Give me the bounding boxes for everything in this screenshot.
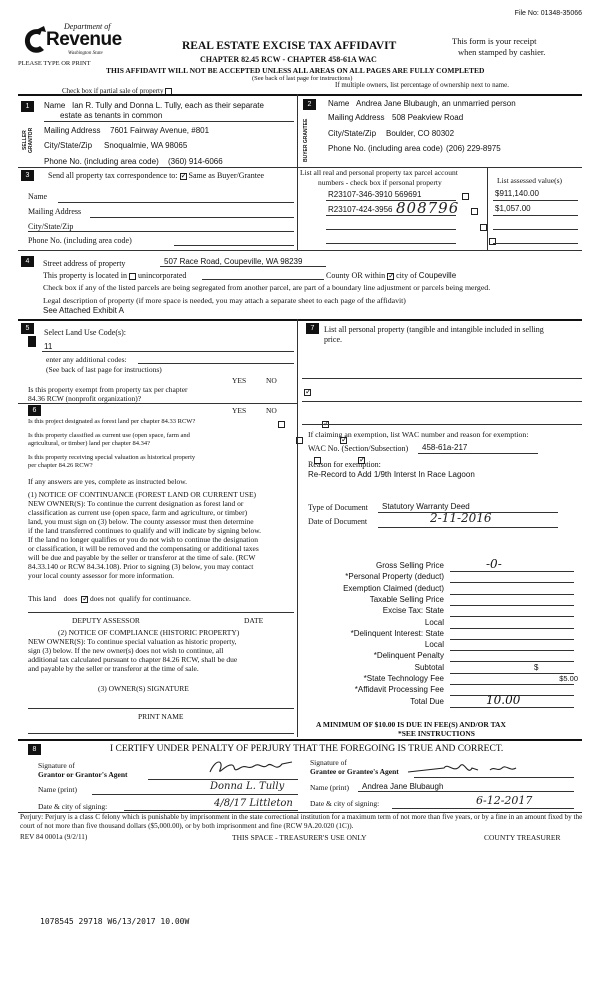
owner-signature-label: (3) OWNER(S) SIGNATURE bbox=[98, 684, 189, 693]
send-correspondence bbox=[48, 171, 264, 180]
fee-label: Local bbox=[424, 617, 444, 627]
buyer-mailing-label: Mailing Address bbox=[328, 113, 385, 122]
notice2-line: (2) NOTICE OF COMPLIANCE (HISTORIC PROPERTY) bbox=[58, 628, 240, 637]
doc-type-value[interactable]: Statutory Warranty Deed bbox=[382, 502, 470, 511]
notice2-line: sign (3) below. If the new owner(s) does not wish to continue, all bbox=[28, 646, 224, 655]
notice1-line: classification as current use (open space, farm and agriculture, or timber) bbox=[28, 508, 248, 517]
fee-label: *Personal Property (deduct) bbox=[345, 572, 444, 582]
personal-property-1: List all personal property (tangible and intangible included in selling bbox=[324, 325, 544, 334]
line bbox=[28, 733, 294, 734]
fee-row bbox=[300, 572, 582, 583]
fee-value[interactable]: -0- bbox=[486, 557, 502, 571]
assessed-1[interactable]: $911,140.00 bbox=[495, 189, 539, 198]
grantee-signature[interactable] bbox=[404, 758, 524, 778]
fee-line bbox=[450, 707, 574, 708]
buyer-name-label: Name bbox=[328, 99, 350, 108]
fee-label: Total Due bbox=[410, 696, 444, 706]
seller-name-label: Name bbox=[44, 101, 66, 110]
section-1-badge: 1 bbox=[21, 101, 34, 112]
divider bbox=[18, 403, 297, 404]
notice2-line: additional tax calculated pursuant to chapter 84.26 RCW, shall be due bbox=[28, 655, 238, 664]
if-yes: If any answers are yes, complete as instructed below. bbox=[28, 477, 188, 486]
line bbox=[392, 808, 574, 809]
divider bbox=[297, 319, 298, 737]
notice-compliance bbox=[28, 628, 296, 673]
receipt-note-2: when stamped by cashier. bbox=[458, 47, 546, 57]
line bbox=[202, 279, 324, 280]
does-not-checkbox[interactable] bbox=[81, 596, 88, 603]
current-use-yes-checkbox[interactable] bbox=[296, 437, 303, 444]
line bbox=[90, 217, 294, 218]
legal-label: Legal description of property (if more space is needed, you may attach a separate sheet to each page of the affidavit) bbox=[43, 296, 406, 305]
parcel-2-handwritten: 808796 bbox=[396, 199, 460, 217]
exempt-q-2: 84.36 RCW (nonprofit organization)? bbox=[28, 394, 142, 403]
section-4-badge: 4 bbox=[21, 256, 34, 267]
city-checkbox[interactable] bbox=[387, 273, 394, 280]
line bbox=[138, 363, 294, 364]
line bbox=[302, 401, 582, 402]
logo-line2: Revenue bbox=[46, 29, 122, 50]
fee-row bbox=[300, 557, 582, 572]
grantor-sig-of: Signature of bbox=[38, 761, 75, 770]
line bbox=[160, 266, 326, 267]
line bbox=[418, 453, 538, 454]
buyer-side-label: BUYER GRANTEE bbox=[303, 118, 309, 162]
s5-no: NO bbox=[266, 376, 277, 385]
fee-row bbox=[300, 640, 582, 651]
wac-value[interactable]: 458-61a-217 bbox=[422, 443, 468, 452]
this-land-label: This land bbox=[28, 594, 57, 603]
grantee-date[interactable]: 6-12-2017 bbox=[476, 794, 533, 807]
line bbox=[358, 791, 574, 792]
line bbox=[92, 794, 298, 795]
line bbox=[326, 215, 456, 216]
located-line bbox=[43, 271, 186, 280]
forest-yes-checkbox[interactable] bbox=[278, 421, 285, 428]
parcel-1-personal-checkbox[interactable] bbox=[462, 193, 469, 200]
notice1-line: your local county assessor for more information. bbox=[28, 571, 175, 580]
grantor-date-label: Date & city of signing: bbox=[38, 802, 108, 811]
exempt-no-checkbox[interactable] bbox=[304, 389, 311, 396]
seller-name-2[interactable]: estate as tenants in common bbox=[60, 111, 163, 120]
see-back: (See back of last page for instructions) bbox=[46, 365, 162, 374]
line bbox=[326, 229, 456, 230]
s5-yes: YES bbox=[232, 376, 247, 385]
line bbox=[124, 810, 298, 811]
line bbox=[58, 202, 294, 203]
fee-label: *State Technology Fee bbox=[363, 674, 444, 683]
buyer-city-label: City/State/Zip bbox=[328, 129, 377, 138]
line bbox=[326, 243, 456, 244]
land-use-value[interactable]: 11 bbox=[44, 342, 53, 351]
department-logo bbox=[22, 22, 132, 62]
multiple-owners: If multiple owners, list percentage of ownership next to name. bbox=[335, 81, 509, 89]
parcel-2[interactable]: R23107-424-3956 bbox=[328, 205, 393, 214]
notice1-line: 84.33.140 or RCW 84.34.108). Prior to signing (3) below, you may contact bbox=[28, 562, 254, 571]
fee-label: Gross Selling Price bbox=[375, 561, 444, 570]
s6-yes: YES bbox=[232, 406, 247, 415]
historic-q-1: Is this property receiving special valuation as historical property bbox=[28, 454, 196, 461]
form-subtitle: CHAPTER 82.45 RCW - CHAPTER 458-61A WAC bbox=[200, 55, 377, 64]
fee-row bbox=[300, 629, 582, 640]
see-instructions: *SEE INSTRUCTIONS bbox=[398, 729, 475, 738]
section-2-badge: 2 bbox=[303, 99, 316, 110]
county-treasurer: COUNTY TREASURER bbox=[484, 833, 561, 842]
minimum-fee: A MINIMUM OF $10.00 IS DUE IN FEE(S) AND/OR TAX bbox=[316, 720, 506, 729]
does-label: does bbox=[63, 594, 78, 603]
notice-continuance bbox=[28, 490, 296, 580]
notice2-line: NEW OWNER(S): To continue special valuation as historic property, bbox=[28, 637, 237, 646]
assessed-header: List assessed value(s) bbox=[497, 176, 562, 185]
seller-city-label: City/State/Zip bbox=[44, 141, 93, 150]
parcel-1[interactable]: R23107-346-3910 569691 bbox=[328, 190, 422, 199]
divider bbox=[297, 94, 298, 250]
certify-statement: I CERTIFY UNDER PENALTY OF PERJURY THAT THE FOREGOING IS TRUE AND CORRECT. bbox=[110, 744, 504, 754]
divider bbox=[18, 319, 582, 321]
line bbox=[414, 777, 574, 778]
fee-row bbox=[300, 651, 582, 662]
exempt-q-1: Is this property exempt from property tax per chapter bbox=[28, 385, 188, 394]
unincorporated-checkbox[interactable] bbox=[129, 273, 136, 280]
seller-side-label: SELLER GRANTOR bbox=[22, 127, 34, 153]
divider bbox=[18, 739, 582, 741]
seller-city[interactable]: Snoqualmie, WA 98065 bbox=[104, 141, 188, 150]
buyer-name[interactable]: Andrea Jane Blubaugh, an unmarried person bbox=[356, 99, 516, 108]
line bbox=[28, 231, 294, 232]
recording-stamp: 1078545 29718 W6/13/2017 10.00W bbox=[40, 917, 190, 926]
line bbox=[493, 229, 578, 230]
seller-mailing-label: Mailing Address bbox=[44, 126, 101, 135]
segregated-line bbox=[43, 283, 490, 292]
fee-label: Exemption Claimed (deduct) bbox=[343, 583, 444, 593]
line bbox=[44, 121, 294, 122]
fee-value[interactable]: $5.00 bbox=[559, 674, 578, 683]
buyer-phone-label: Phone No. (including area code) bbox=[328, 144, 443, 153]
seller-name[interactable]: Ian R. Tully and Donna L. Tully, each as their separate bbox=[72, 101, 264, 110]
line bbox=[28, 612, 294, 613]
additional-codes: enter any additional codes: bbox=[46, 355, 127, 364]
wac-label: WAC No. (Section/Subsection) bbox=[308, 444, 409, 453]
does-not-label: does not bbox=[90, 594, 116, 603]
parcel-2-personal-checkbox[interactable] bbox=[471, 208, 478, 215]
assessed-2[interactable]: $1,057.00 bbox=[495, 204, 531, 213]
notice2-line: and payable by the seller or transferor at the time of sale. bbox=[28, 664, 199, 673]
grantee-name[interactable]: Andrea Jane Blubaugh bbox=[362, 782, 444, 791]
line bbox=[493, 200, 578, 201]
treasurer-use: THIS SPACE - TREASURER'S USE ONLY bbox=[232, 833, 367, 842]
buyer-city[interactable]: Boulder, CO 80302 bbox=[386, 129, 455, 138]
historic-q-2: per chapter 84.26 RCW? bbox=[28, 462, 93, 469]
divider bbox=[18, 94, 582, 96]
fee-value[interactable]: 10.00 bbox=[486, 692, 521, 707]
doc-date-value[interactable]: 2-11-2016 bbox=[430, 511, 492, 525]
section-8-badge: 8 bbox=[28, 744, 41, 755]
buyer-phone[interactable]: (206) 229-8975 bbox=[446, 144, 501, 153]
personal-property-2: price. bbox=[324, 335, 342, 344]
current-use-q-1: Is this property classified as current use (open space, farm and bbox=[28, 432, 190, 439]
logo-line1: Department of bbox=[64, 22, 111, 31]
line bbox=[148, 779, 298, 780]
this-land-line bbox=[28, 594, 191, 603]
revenue-logo-icon bbox=[22, 26, 48, 56]
send-label: Send all property tax correspondence to: bbox=[48, 171, 178, 180]
notice1-line: land, you must sign on (3) below. The county assessor must then determine bbox=[28, 517, 254, 526]
forest-q: Is this project designated as forest land per chapter 84.33 RCW? bbox=[28, 418, 196, 425]
city-of-label: city of bbox=[396, 271, 417, 280]
line bbox=[493, 215, 578, 216]
s3-city-label: City/State/Zip bbox=[28, 222, 74, 231]
section-7-badge: 7 bbox=[306, 323, 319, 334]
fee-row bbox=[300, 606, 582, 617]
fee-label: *Affidavit Processing Fee bbox=[354, 685, 444, 695]
fee-label: *Delinquent Interest: State bbox=[350, 628, 444, 638]
same-as-buyer-label: Same as Buyer/Grantee bbox=[188, 171, 265, 180]
logo-line3: Washington State bbox=[68, 51, 103, 56]
grantee-sig-of: Signature of bbox=[310, 758, 347, 767]
receipt-note-1: This form is your receipt bbox=[452, 36, 537, 46]
s3-phone-label: Phone No. (including area code) bbox=[28, 236, 132, 245]
street-label: Street address of property bbox=[43, 259, 126, 268]
s3-name-label: Name bbox=[28, 192, 48, 201]
print-name-label: PRINT NAME bbox=[138, 712, 184, 721]
file-number: File No: 01348-35066 bbox=[514, 10, 582, 17]
fee-label: Excise Tax: State bbox=[382, 606, 444, 616]
form-warning: THIS AFFIDAVIT WILL NOT BE ACCEPTED UNLESS ALL AREAS ON ALL PAGES ARE FULLY COMPLETED bbox=[106, 66, 485, 75]
perjury-notice: Perjury: Perjury is a class C felony which is punishable by imprisonment in the state correctional institution for a maximum term of not more than five years, or by a fine in an amount fixed by the court of not more than five thousand dollars ($5,000.00), or by both imprisonment and fine (RCW 9A.20.020 (1C)). bbox=[20, 813, 583, 830]
s3-mailing-label: Mailing Address bbox=[28, 207, 82, 216]
reason-label: Reason for exemption: bbox=[308, 460, 381, 469]
unincorporated-label: unincorporated bbox=[137, 271, 187, 280]
grantee-date-label: Date & city of signing: bbox=[310, 799, 380, 808]
notice1-line: if the land transferred continues to qualify and will indicate by signing below. bbox=[28, 526, 261, 535]
seller-phone[interactable]: (360) 914-6066 bbox=[168, 157, 223, 166]
fee-label: *Delinquent Penalty bbox=[373, 651, 444, 661]
grantee-agent-label: Grantee or Grantee's Agent bbox=[310, 767, 399, 776]
doc-date-label: Date of Document bbox=[308, 517, 368, 526]
grantor-signature[interactable] bbox=[206, 756, 296, 778]
current-use-q-2: agricultural, or timber) land per chapter 84.34? bbox=[28, 440, 151, 447]
please-type: PLEASE TYPE OR PRINT bbox=[18, 60, 91, 67]
same-as-buyer-checkbox[interactable] bbox=[180, 173, 187, 180]
parcel-header-1: List all real and personal property tax parcel account bbox=[300, 168, 458, 177]
s6-no: NO bbox=[266, 406, 277, 415]
divider bbox=[18, 250, 582, 251]
county-or bbox=[326, 271, 456, 280]
notice1-line: or classification, it will be removed and the compensating or additional taxes bbox=[28, 544, 259, 553]
fee-value[interactable]: $ bbox=[534, 662, 539, 672]
buyer-mailing[interactable]: 508 Peakview Road bbox=[392, 113, 464, 122]
fee-label: Taxable Selling Price bbox=[369, 594, 444, 604]
land-use-marker bbox=[28, 336, 36, 347]
notice1-line: If the land no longer qualifies or you do not wish to continue the designation bbox=[28, 535, 258, 544]
located-prefix: This property is located in bbox=[43, 271, 127, 280]
notice1-line: (1) NOTICE OF CONTINUANCE (FOREST LAND OR CURRENT USE) bbox=[28, 490, 257, 499]
city-value[interactable]: Coupeville bbox=[418, 271, 457, 280]
partial-sale-label: Check box if partial sale of property bbox=[62, 87, 164, 95]
grantor-agent-label: Grantor or Grantor's Agent bbox=[38, 770, 128, 779]
grantor-date[interactable]: 4/8/17 Littleton bbox=[214, 798, 293, 809]
street-value[interactable]: 507 Race Road, Coupeville, WA 98239 bbox=[164, 257, 303, 266]
fee-label: Local bbox=[424, 640, 444, 650]
legal-value[interactable]: See Attached Exhibit A bbox=[43, 306, 124, 315]
grantor-name-label: Name (print) bbox=[38, 785, 77, 794]
land-use-label: Select Land Use Code(s): bbox=[44, 328, 126, 337]
line bbox=[302, 378, 582, 379]
deputy-assessor: DEPUTY ASSESSOR bbox=[72, 616, 140, 625]
doc-type-label: Type of Document bbox=[308, 503, 368, 512]
seller-phone-label: Phone No. (including area code) bbox=[44, 157, 159, 166]
line bbox=[378, 527, 558, 528]
line bbox=[302, 424, 582, 425]
parcel-3-personal-checkbox[interactable] bbox=[480, 224, 487, 231]
fee-row bbox=[300, 663, 582, 674]
qualify-label: qualify for continuance. bbox=[118, 594, 191, 603]
grantee-name-label: Name (print) bbox=[310, 783, 349, 792]
fee-row bbox=[300, 618, 582, 629]
segregated-label: Check box if any of the listed parcels are being segregated from another parcel, are part of a boundary line adjustment or parcels being merged. bbox=[43, 283, 491, 292]
parcel-header-2: numbers - check box if personal property bbox=[318, 178, 442, 187]
deputy-date: DATE bbox=[244, 616, 264, 625]
reason-value[interactable]: Re-Record to Add 1/9th Interst In Race Lagoon bbox=[308, 470, 475, 479]
line bbox=[174, 245, 294, 246]
divider bbox=[487, 167, 488, 250]
line bbox=[42, 351, 294, 352]
fee-row bbox=[300, 685, 582, 696]
section-5-badge: 5 bbox=[21, 323, 34, 334]
line bbox=[493, 243, 578, 244]
fee-row bbox=[300, 692, 582, 708]
section-6-badge: 6 bbox=[28, 405, 41, 416]
fee-label: Subtotal bbox=[414, 662, 444, 672]
line bbox=[28, 708, 294, 709]
form-title: REAL ESTATE EXCISE TAX AFFIDAVIT bbox=[182, 40, 397, 52]
seller-mailing[interactable]: 7601 Fairway Avenue, #801 bbox=[110, 126, 210, 135]
instructions-note: (See back of last page for instructions) bbox=[252, 75, 353, 82]
fee-row bbox=[300, 595, 582, 606]
rev-number: REV 84 0001a (9/2/11) bbox=[20, 833, 88, 841]
notice1-line: NEW OWNER(S): To continue the current designation as forest land or bbox=[28, 499, 244, 508]
exemption-claim: If claiming an exemption, list WAC number and reason for exemption: bbox=[308, 430, 529, 439]
county-or-label: County OR within bbox=[326, 271, 386, 280]
fee-row bbox=[300, 584, 582, 595]
notice1-line: will be due and payable by the seller or transferor at the time of sale. (RCW bbox=[28, 553, 256, 562]
section-3-badge: 3 bbox=[21, 170, 34, 181]
fee-row bbox=[300, 674, 582, 685]
grantor-name[interactable]: Donna L. Tully bbox=[210, 781, 285, 792]
